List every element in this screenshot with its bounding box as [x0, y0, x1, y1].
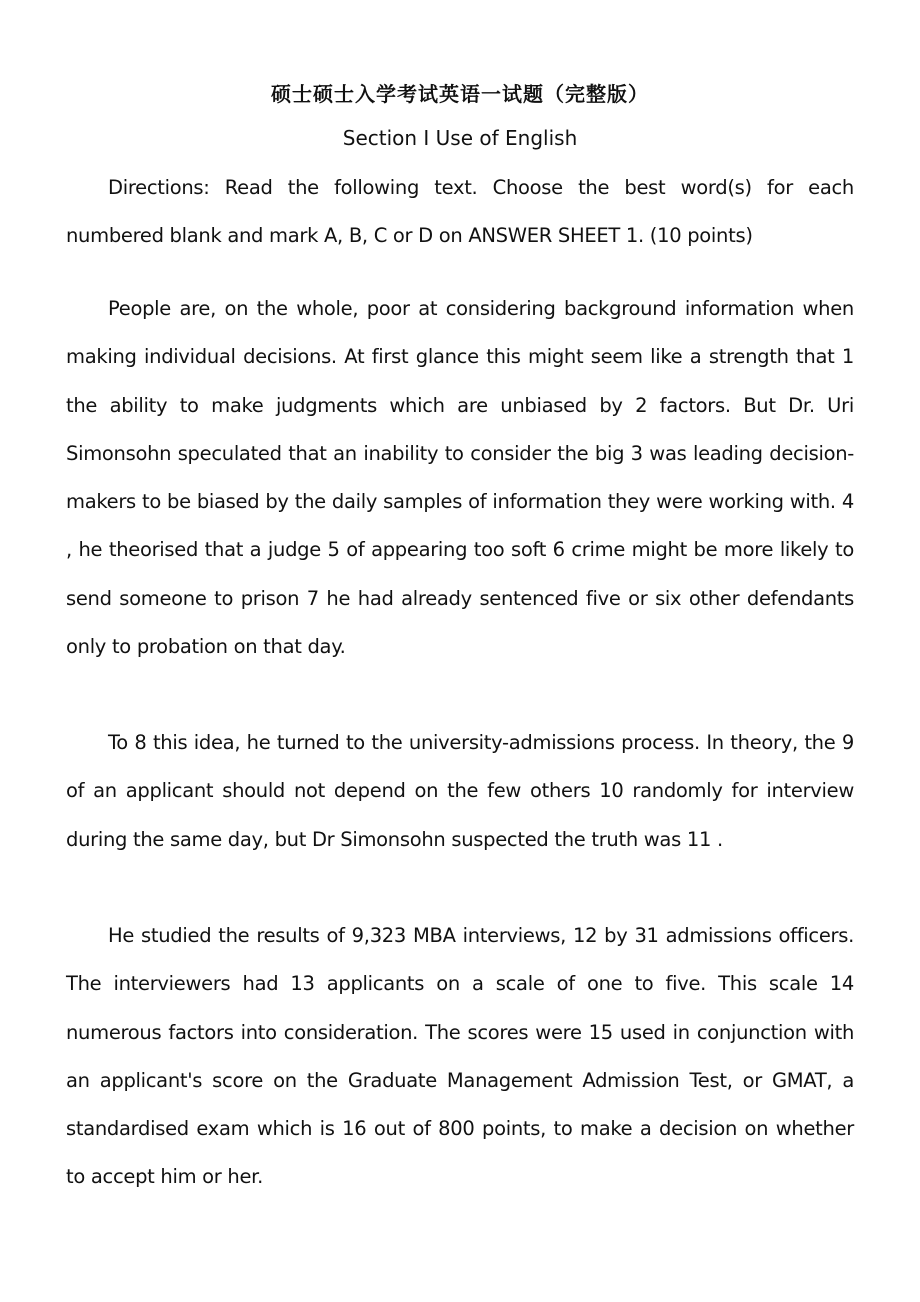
- document-title: 硕士硕士入学考试英语一试题（完整版）: [271, 82, 649, 106]
- passage-paragraph-3: He studied the results of 9,323 MBA interviews, 12 by 31 admissions officers. The interviewers had 13 applicants on a scale of one to five. This scale 14 numerous factors into consideration. The scores were 15 used in conjunction with an applicant's score on the Graduate Management Admission Test, or GMAT, a standardised exam which is 16 out of 800 points, to make a decision on whether to accept him or her.: [66, 924, 854, 1189]
- passage-paragraph-1: People are, on the whole, poor at considering background information when making individual decisions. At first glance this might seem like a strength that 1 the ability to make judgments which are unbiased by 2 factors. But Dr. Uri Simonsohn speculated that an inability to consider the big 3 was leading decision-makers to be biased by the daily samples of information they were working with. 4 , he theorised that a judge 5 of appearing too soft 6 crime might be more likely to send someone to prison 7 he had already sentenced five or six other defendants only to probation on that day.: [66, 297, 854, 659]
- section-heading: Section Ⅰ Use of English: [342, 126, 578, 150]
- passage-paragraph-2: To 8 this idea, he turned to the university-admissions process. In theory, the 9 of an applicant should not depend on the few others 10 randomly for interview during the same day, but Dr Simonsohn suspected the truth was 11 .: [66, 731, 854, 851]
- directions-paragraph: Directions: Read the following text. Choose the best word(s) for each numbered blank and mark A, B, C or D on ANSWER SHEET 1. (10 points): [66, 176, 854, 248]
